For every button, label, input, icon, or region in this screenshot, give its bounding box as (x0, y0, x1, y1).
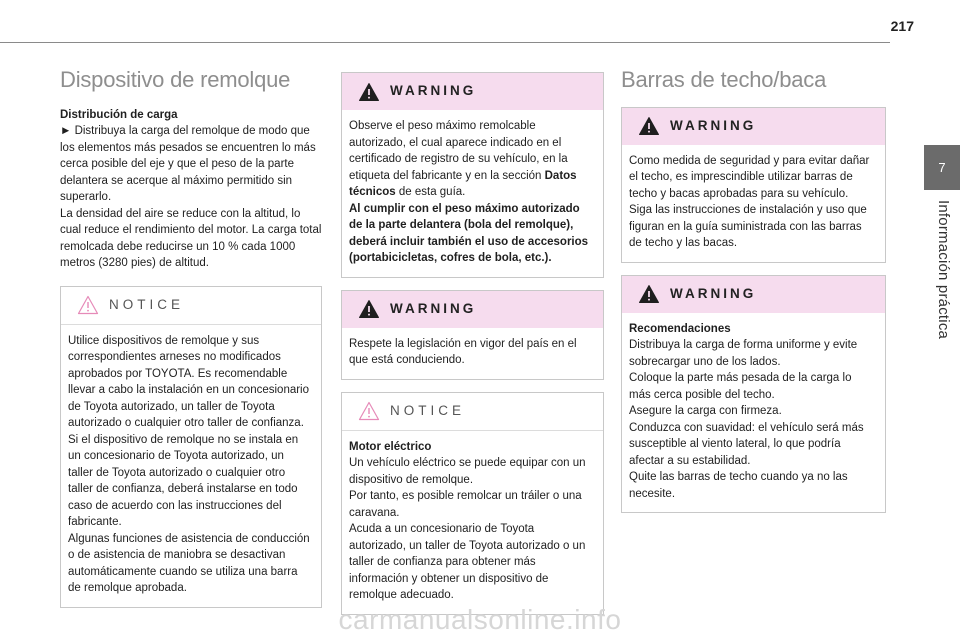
warning-header (622, 276, 885, 313)
warning-label: WARNING (390, 300, 477, 316)
warning-label: WARNING (670, 117, 757, 133)
altitude-paragraph: La densidad del aire se reduce con la altitud, lo cual reduce el rendimiento del motor. La carga total remolcada debe reducirse un 10 % cada 1000 metros (3280 pies) de altitud. (60, 207, 322, 269)
header-rule (0, 42, 890, 43)
section-title-towing: Dispositivo de remolque (60, 67, 291, 92)
warning-triangle-icon (358, 401, 380, 421)
section-title-roof-bars: Barras de techo/baca (621, 67, 827, 92)
warning-bold-paragraph: Al cumplir con el peso máximo autorizado de la parte delantera (bola del remolque), deberá incluir también el uso de accesorios (portabicicletas, cofres de bola, etc.). (349, 202, 589, 264)
warning-paragraph: Respete la legislación en vigor del país en el que está conduciendo. (349, 337, 577, 366)
notice-paragraph: Por tanto, es posible remolcar un tráiler o una caravana. (349, 490, 582, 519)
warning-paragraph: Distribuya la carga de forma uniforme y evite sobrecargar uno de los lados. (629, 339, 858, 368)
notice-paragraph: Utilice dispositivos de remolque y sus correspondientes arneses no modificados aprobados por TOYOTA. Es recomendable llevar a cabo la instalación en un concesionario de Toyota autorizado, un taller de Toyota autorizado o cualquier otro taller de confianza. (68, 334, 310, 429)
bullet-paragraph: ► Distribuya la carga del remolque de modo que los elementos más pesados se encuentren lo más cerca posible del eje y que el peso de la parte delantera se acerque al máximo permitido sin superarlo. (60, 125, 316, 203)
warning-paragraph: Asegure la carga con firmeza. (629, 405, 782, 417)
column-1 (60, 60, 322, 618)
warning-triangle-icon (77, 295, 99, 315)
warning-label: WARNING (390, 83, 477, 99)
notice-paragraph: Algunas funciones de asistencia de conducción o de asistencia de maniobra se desactivan automáticamente cuando se utiliza una barra de remolque aprobada. (68, 532, 310, 594)
notice-box (341, 392, 604, 615)
warning-paragraph: Coloque la parte más pesada de la carga lo más cerca posible del techo. (629, 372, 852, 401)
warning-box (621, 275, 886, 514)
warning-paragraph: Conduzca con suavidad: el vehículo será más susceptible al viento lateral, lo que podría afectar a su estabilidad. (629, 421, 864, 467)
warning-box (341, 290, 604, 380)
warning-triangle-icon (638, 116, 660, 136)
column-3 (621, 60, 886, 523)
column-2 (341, 72, 604, 625)
notice-header (61, 287, 321, 325)
warning-header (342, 73, 603, 110)
chapter-tab: 7 (924, 145, 960, 190)
warning-paragraph: Siga las instrucciones de instalación y uso que figuran en la guía suministrada con las barras de techo y las bacas. (629, 204, 867, 249)
notice-paragraph: Un vehículo eléctrico se puede equipar con un dispositivo de remolque. (349, 457, 586, 486)
subheading-recommendations: Recomendaciones (629, 322, 731, 335)
warning-triangle-icon (358, 82, 380, 102)
warning-text: Observe el peso máximo remolcable autorizado, el cual aparece indicado en el certificado de registro de su vehículo, en la etiqueta del fabricante y en la sección (349, 120, 568, 182)
warning-label: WARNING (670, 285, 757, 301)
warning-header (622, 108, 885, 145)
technical-data-ref: Datos técnicos (349, 169, 577, 198)
warning-paragraph: Quite las barras de techo cuando ya no las necesite. (629, 471, 848, 500)
notice-label: NOTICE (109, 296, 185, 312)
subheading-electric-motor: Motor eléctrico (349, 440, 432, 453)
warning-box (621, 107, 886, 263)
notice-paragraph: Si el dispositivo de remolque no se instala en un concesionario de Toyota autorizado, un taller de Toyota autorizado o cualquier otro taller de confianza, deberá instalarse en todo caso de acuerdo con las instrucciones del fabricante. (68, 433, 299, 528)
notice-paragraph: Acuda a un concesionario de Toyota autorizado, un taller de Toyota autorizado o un taller de confianza para obtener más información y obtener un dispositivo de remolque adecuado. (349, 523, 586, 601)
notice-box (60, 286, 322, 608)
warning-triangle-icon (638, 284, 660, 304)
chapter-label: Información práctica (935, 200, 952, 340)
watermark: carmanualsonline.info (338, 604, 622, 635)
page-number: 217 (890, 18, 914, 34)
warning-text: de esta guía. (395, 186, 466, 198)
warning-paragraph: Como medida de seguridad y para evitar dañar el techo, es imprescindible utilizar barras de techo y bacas aprobadas para su vehículo. (629, 154, 870, 200)
warning-header (342, 291, 603, 328)
warning-box (341, 72, 604, 278)
subheading-load-distribution: Distribución de carga (60, 108, 178, 121)
warning-triangle-icon (358, 299, 380, 319)
warning-paragraph (349, 118, 593, 201)
notice-header (342, 393, 603, 431)
notice-label: NOTICE (390, 402, 466, 418)
